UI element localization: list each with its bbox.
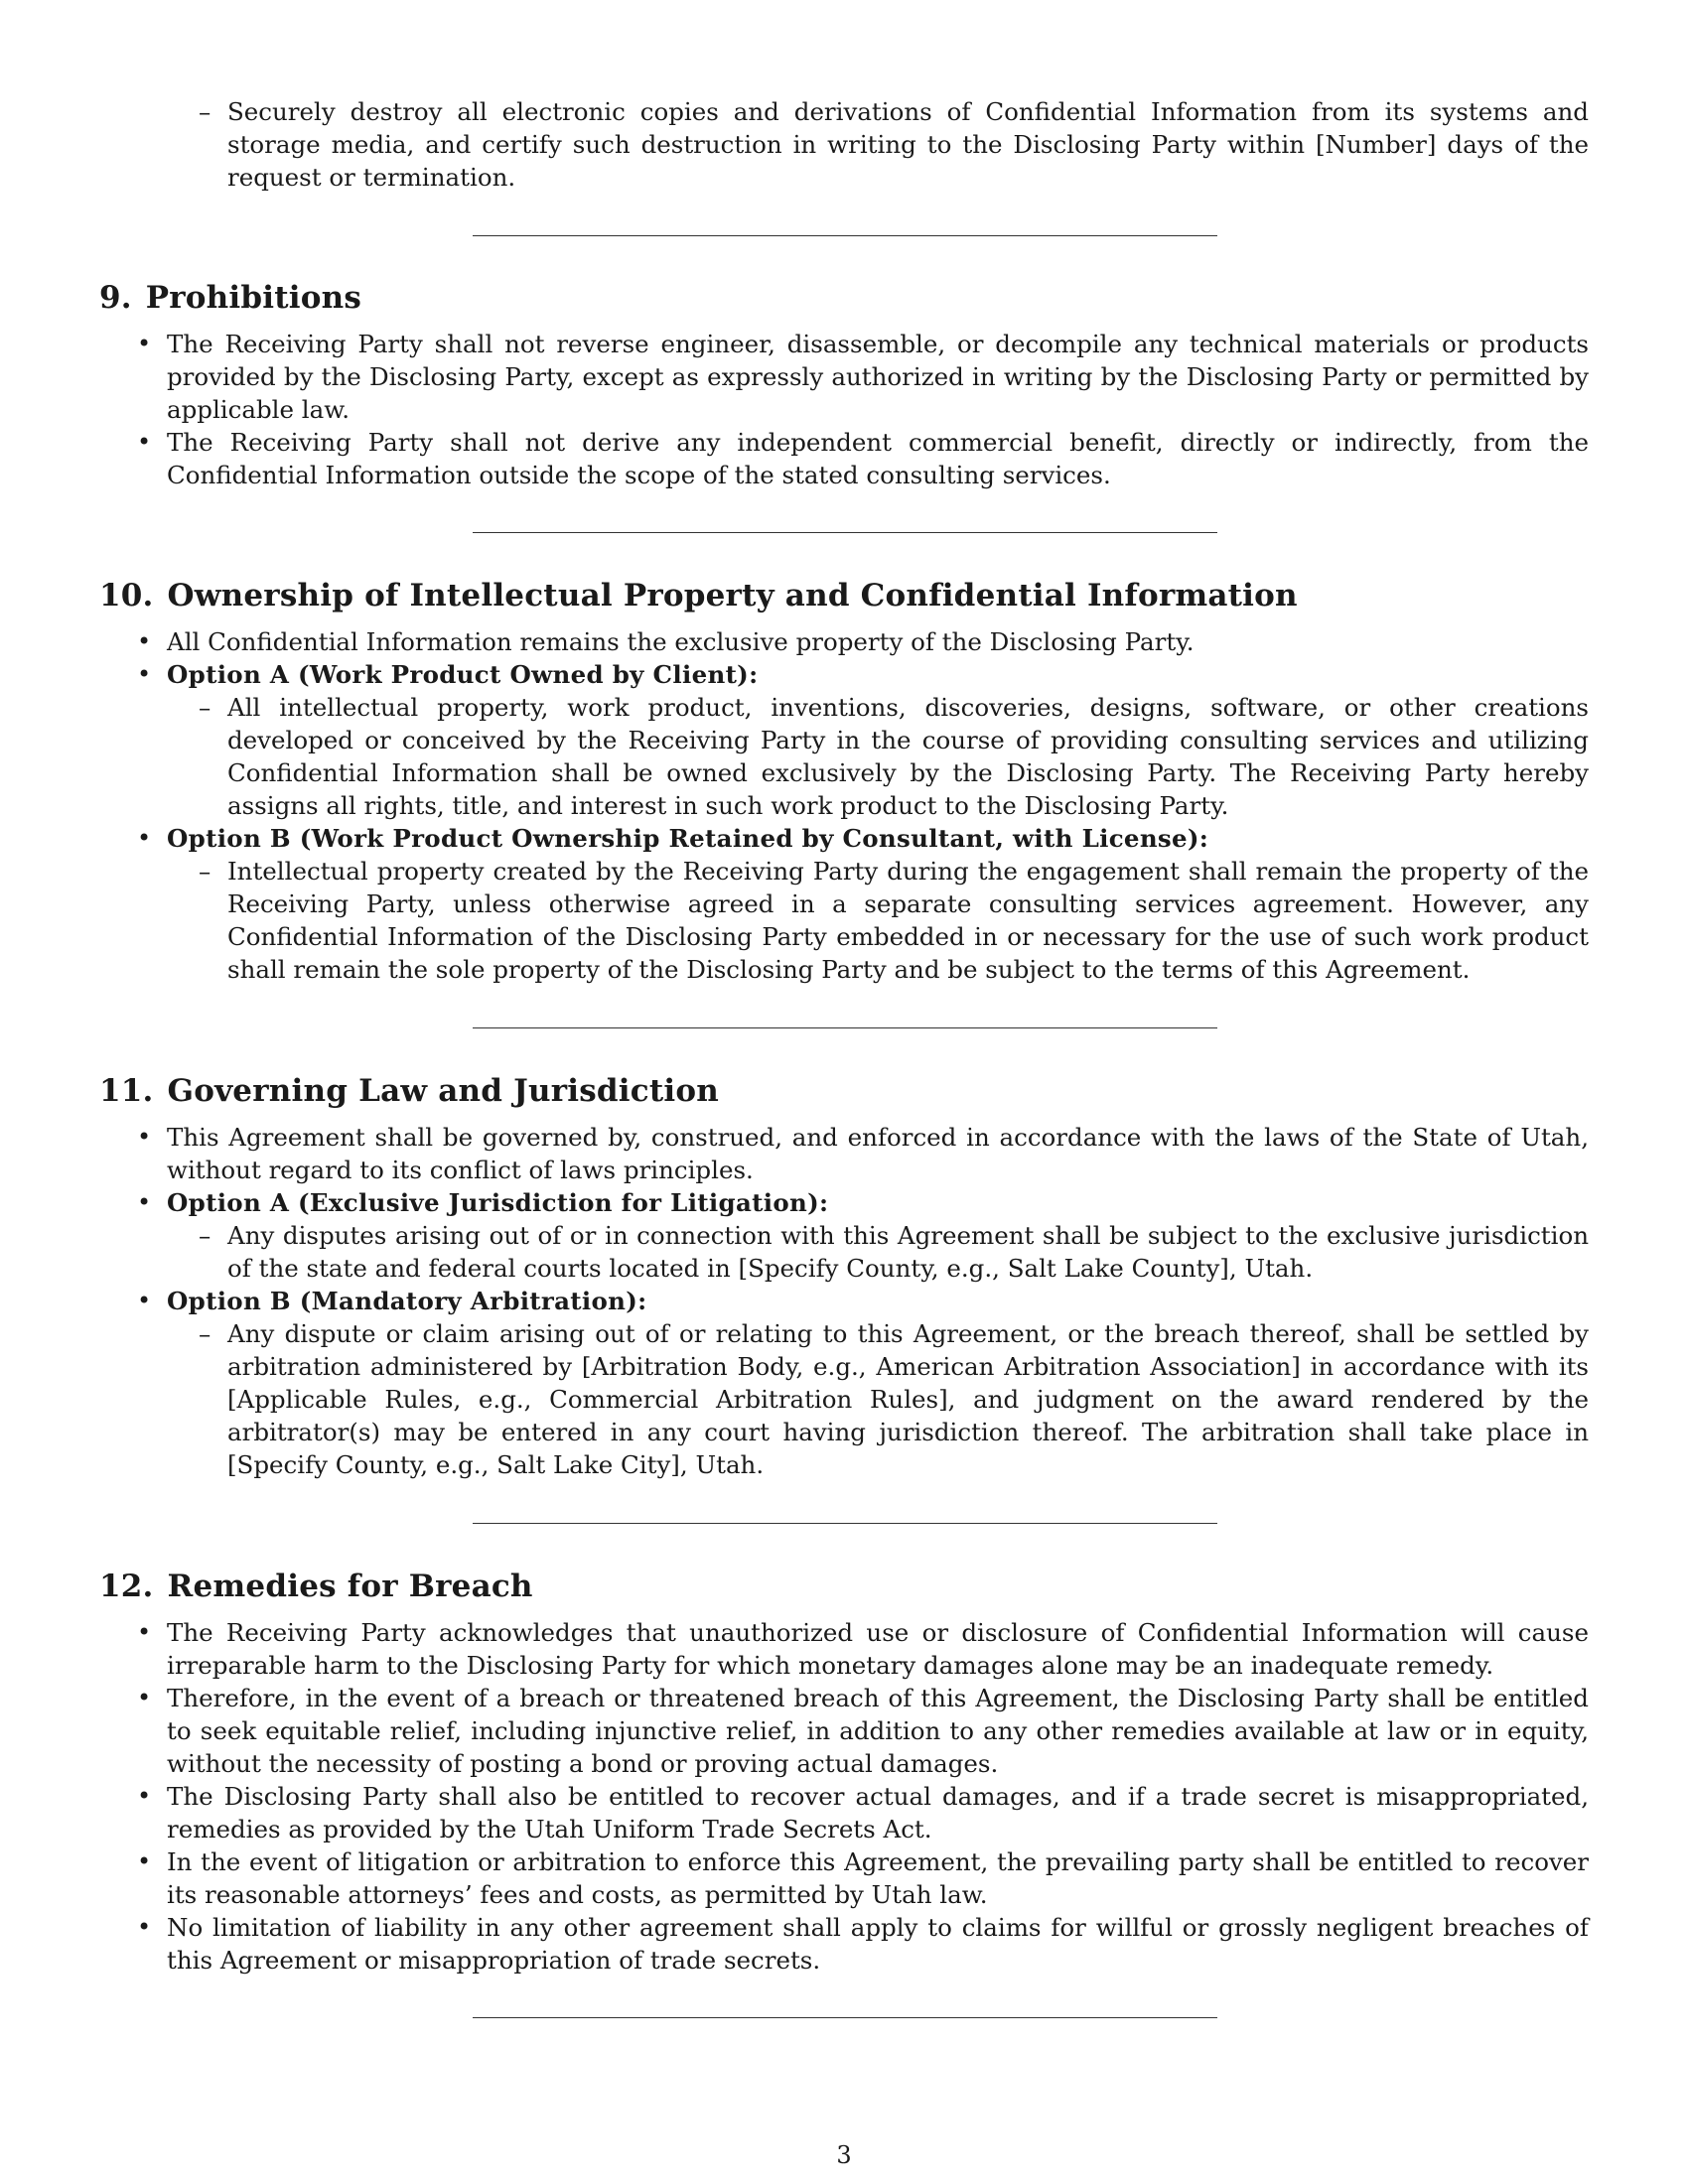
section-divider [473, 532, 1217, 533]
option-a-text: – Any disputes arising out of or in connection with this Agreement shall be subject to the exclusive jurisdiction of the state and federal courts located in [Specify County, e.g., Salt Lake County], Utah. [99, 1219, 1589, 1285]
section-divider [473, 235, 1217, 236]
option-b-body [99, 1317, 1589, 1481]
section-number: 9. [99, 280, 132, 316]
section-title: Remedies for Breach [167, 1569, 533, 1604]
list-item: • The Receiving Party shall not derive any independent commercial benefit, directly or indirectly, from the Confidential Information outside the scope of the stated consulting services. [99, 426, 1589, 491]
section-divider [473, 1027, 1217, 1028]
document-page [99, 95, 1589, 2018]
option-a-text: – All intellectual property, work product, inventions, discoveries, designs, software, or other creations developed or conceived by the Receiving Party in the course of providing consulting services and utilizing Confidential Information shall be owned exclusively by the Disclosing Party. The Receiving Party hereby assigns all rights, title, and interest in such work product to the Disclosing Party. [99, 691, 1589, 822]
list-item: • The Receiving Party acknowledges that unauthorized use or disclosure of Confidential Information will cause irreparable harm to the Disclosing Party for which monetary damages alone may be an inadequate remedy. [99, 1616, 1589, 1682]
section-number: 11. [99, 1073, 154, 1109]
option-a-body [99, 1219, 1589, 1285]
section-title: Governing Law and Jurisdiction [167, 1073, 719, 1109]
section-divider [473, 1523, 1217, 1524]
list-item: • No limitation of liability in any other agreement shall apply to claims for willful or grossly negligent breaches of this Agreement or misappropriation of trade secrets. [99, 1911, 1589, 1977]
page-number: 3 [836, 2141, 852, 2169]
option-b-text: – Intellectual property created by the Receiving Party during the engagement shall remain the property of the Receiving Party, unless otherwise agreed in a separate consulting services agreement. However, any Confidential Information of the Disclosing Party embedded in or necessary for the use of such work product shall remain the sole property of the Disclosing Party and be subject to the terms of this Agreement. [99, 855, 1589, 986]
option-b-body [99, 855, 1589, 986]
option-b-label: Option B (Mandatory Arbitration): [167, 1287, 647, 1315]
section-title: Ownership of Intellectual Property and Confidential Information [167, 578, 1298, 614]
option-a-label: Option A (Exclusive Jurisdiction for Litigation): [167, 1188, 829, 1217]
option-a-label: Option A (Work Product Owned by Client): [167, 660, 759, 689]
section-number: 12. [99, 1569, 154, 1604]
list-item: • This Agreement shall be governed by, construed, and enforced in accordance with the laws of the State of Utah, without regard to its conflict of laws principles. [99, 1121, 1589, 1186]
list-item: • In the event of litigation or arbitration to enforce this Agreement, the prevailing party shall be entitled to recover its reasonable attorneys’ fees and costs, as permitted by Utah law. [99, 1845, 1589, 1911]
carryover-list [99, 95, 1589, 194]
section-11-list [99, 1121, 1589, 1481]
option-a-item [99, 1186, 1589, 1219]
section-11-heading [99, 1071, 1589, 1111]
section-10-list [99, 625, 1589, 986]
option-b-label: Option B (Work Product Ownership Retained by Consultant, with License): [167, 824, 1209, 853]
section-10-heading [99, 576, 1589, 615]
option-b-item [99, 822, 1589, 855]
option-a-body [99, 691, 1589, 822]
section-12-list [99, 1616, 1589, 1977]
section-9-heading [99, 278, 1589, 318]
list-item: • The Receiving Party shall not reverse engineer, disassemble, or decompile any technical materials or products provided by the Disclosing Party, except as expressly authorized in writing by the Disclosing Party or permitted by applicable law. [99, 328, 1589, 426]
list-item: • Therefore, in the event of a breach or threatened breach of this Agreement, the Disclosing Party shall be entitled to seek equitable relief, including injunctive relief, in addition to any other remedies available at law or in equity, without the necessity of posting a bond or proving actual damages. [99, 1682, 1589, 1780]
option-b-item [99, 1285, 1589, 1317]
carryover-item [99, 95, 1589, 194]
list-item: • All Confidential Information remains the exclusive property of the Disclosing Party. [99, 625, 1589, 658]
option-b-text: – Any dispute or claim arising out of or relating to this Agreement, or the breach thereof, shall be settled by arbitration administered by [Arbitration Body, e.g., American Arbitration Association] in accordance with its [Applicable Rules, e.g., Commercial Arbitration Rules], and judgment on the award rendered by the arbitrator(s) may be entered in any court having jurisdiction thereof. The arbitration shall take place in [Specify County, e.g., Salt Lake City], Utah. [99, 1317, 1589, 1481]
option-a-item [99, 658, 1589, 691]
section-9-list [99, 328, 1589, 491]
section-title: Prohibitions [145, 280, 362, 316]
section-number: 10. [99, 578, 154, 614]
list-item: • The Disclosing Party shall also be entitled to recover actual damages, and if a trade secret is misappropriated, remedies as provided by the Utah Uniform Trade Secrets Act. [99, 1780, 1589, 1845]
section-divider [473, 2017, 1217, 2018]
carryover-text: – Securely destroy all electronic copies and derivations of Confidential Information from its systems and storage media, and certify such destruction in writing to the Disclosing Party within [Number] days of the request or termination. [99, 95, 1589, 194]
section-12-heading [99, 1567, 1589, 1606]
